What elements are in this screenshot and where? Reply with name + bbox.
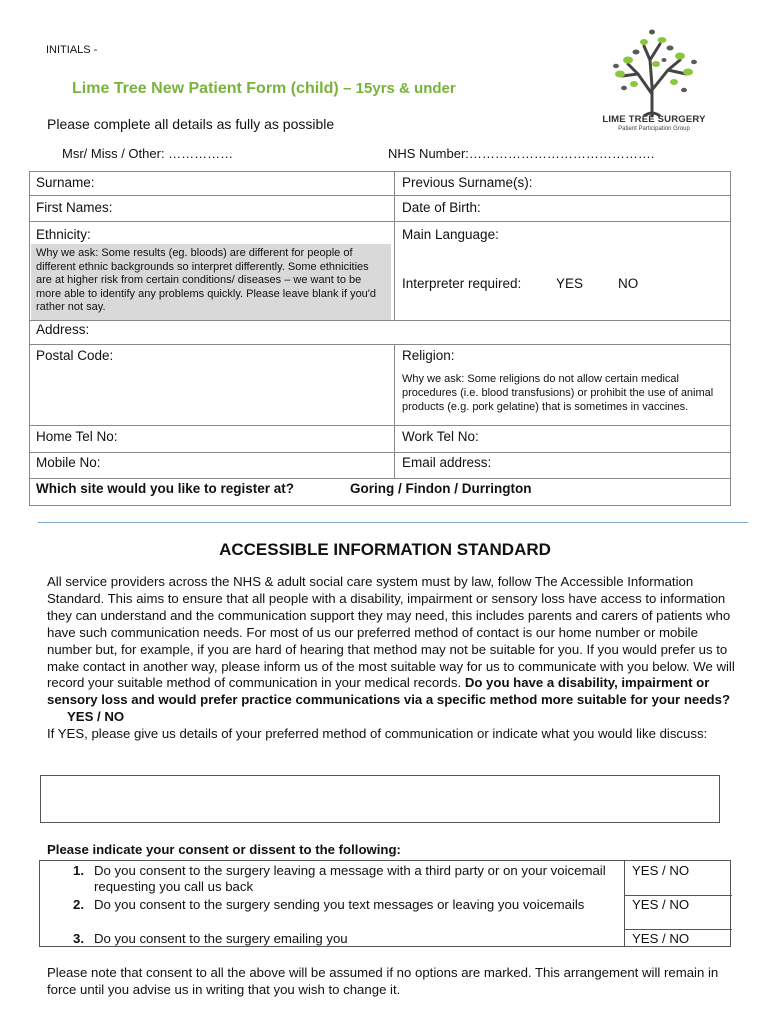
ethnicity-field[interactable]: Ethnicity: — [36, 227, 91, 242]
ais-followup: If YES, please give us details of your preferred method of communication or indicate what you would like discuss: — [47, 726, 708, 742]
section-divider — [38, 522, 748, 523]
email-field[interactable]: Email address: — [402, 455, 492, 470]
site-options[interactable]: Goring / Findon / Durrington — [350, 481, 532, 496]
form-title-suffix: – 15yrs & under — [343, 80, 456, 97]
form-title — [72, 80, 456, 98]
home-tel-field[interactable]: Home Tel No: — [36, 429, 118, 444]
ais-body — [47, 574, 737, 743]
ais-title: ACCESSIBLE INFORMATION STANDARD — [219, 540, 551, 559]
consent-footer: Please note that consent to all the above will be assumed if no options are marked. This arrangement will remain in force until you advise us in writing that you wish to change it. — [47, 965, 719, 997]
consent-text: Do you consent to the surgery sending you text messages or leaving you voicemails — [94, 897, 585, 912]
consent-table — [39, 860, 731, 947]
form-title-main: Lime Tree New Patient Form (child) — [72, 80, 339, 97]
consent-num: 3. — [73, 931, 84, 946]
religion-note: Why we ask: Some religions do not allow certain medical procedures (i.e. blood transfusions) or prohibit the use of animal products (e.g. pork gelatine) that is sometimes in vaccines. — [402, 373, 714, 413]
title-field[interactable]: Msr/ Miss / Other: …………… — [62, 146, 234, 161]
patient-details-table — [29, 171, 731, 506]
religion-field[interactable]: Religion: — [402, 348, 455, 363]
site-question: Which site would you like to register at? — [36, 481, 295, 496]
nhs-number-field[interactable]: NHS Number:……………………………………. — [388, 146, 655, 161]
address-field[interactable]: Address: — [36, 322, 90, 337]
ethnicity-note: Why we ask: Some results (eg. bloods) are different for people of different ethnic backgrounds so interpret differently. Some ethnicities are at higher risk from certain conditions/ diseases – we want to be more able to identify any problems quickly. Please leave blank if you'd rather not say. — [31, 244, 391, 320]
dob-field[interactable]: Date of Birth: — [402, 200, 481, 215]
first-names-field[interactable]: First Names: — [36, 200, 113, 215]
consent-heading: Please indicate your consent or dissent to the following: — [47, 842, 401, 857]
surname-field[interactable]: Surname: — [36, 175, 95, 190]
work-tel-field[interactable]: Work Tel No: — [402, 429, 479, 444]
consent-yes-no[interactable]: YES / NO — [632, 863, 690, 878]
consent-text: Do you consent to the surgery leaving a message with a third party or on your voicemail requesting you call us back — [94, 863, 606, 894]
consent-yes-no[interactable]: YES / NO — [632, 897, 690, 912]
ais-question: Do you have a disability, impairment or sensory loss and would prefer practice communications via a specific method more suitable for your needs? — [47, 675, 731, 708]
postal-code-field[interactable]: Postal Code: — [36, 348, 114, 363]
consent-num: 1. — [73, 863, 84, 878]
initials-label: INITIALS - — [46, 44, 98, 56]
mobile-field[interactable]: Mobile No: — [36, 455, 101, 470]
consent-text: Do you consent to the surgery emailing you — [94, 931, 348, 946]
instruction-text: Please complete all details as fully as possible — [47, 116, 335, 132]
logo-name: LIME TREE SURGERY — [602, 114, 706, 125]
ais-body-text: All service providers across the NHS & adult social care system must by law, follow The Accessible Information Standard. This aims to ensure that all people with a disability, impairment or sensory loss have access to information they can understand and the communication support they may need, this includes parents and carers of patients who have such communication needs. For most of us our preferred method of contact is our home number or mobile number but, for example, if you are hard of hearing that method may not be suitable for you. If you would prefer us to make contact in another way, please inform us of the most suitable way for us to communicate with you below. We will record your suitable method of communication in your medical records. — [47, 574, 735, 691]
communication-method-input[interactable] — [40, 775, 720, 823]
ais-yes-no[interactable]: YES / NO — [67, 709, 125, 725]
logo-subtitle: Patient Participation Group — [618, 126, 690, 132]
main-language-field[interactable]: Main Language: — [402, 227, 499, 242]
interpreter-label: Interpreter required: — [402, 276, 522, 291]
previous-surname-field[interactable]: Previous Surname(s): — [402, 175, 533, 190]
consent-yes-no[interactable]: YES / NO — [632, 931, 690, 946]
consent-num: 2. — [73, 897, 84, 912]
interpreter-yes[interactable]: YES — [556, 276, 584, 291]
interpreter-no[interactable]: NO — [618, 276, 639, 291]
